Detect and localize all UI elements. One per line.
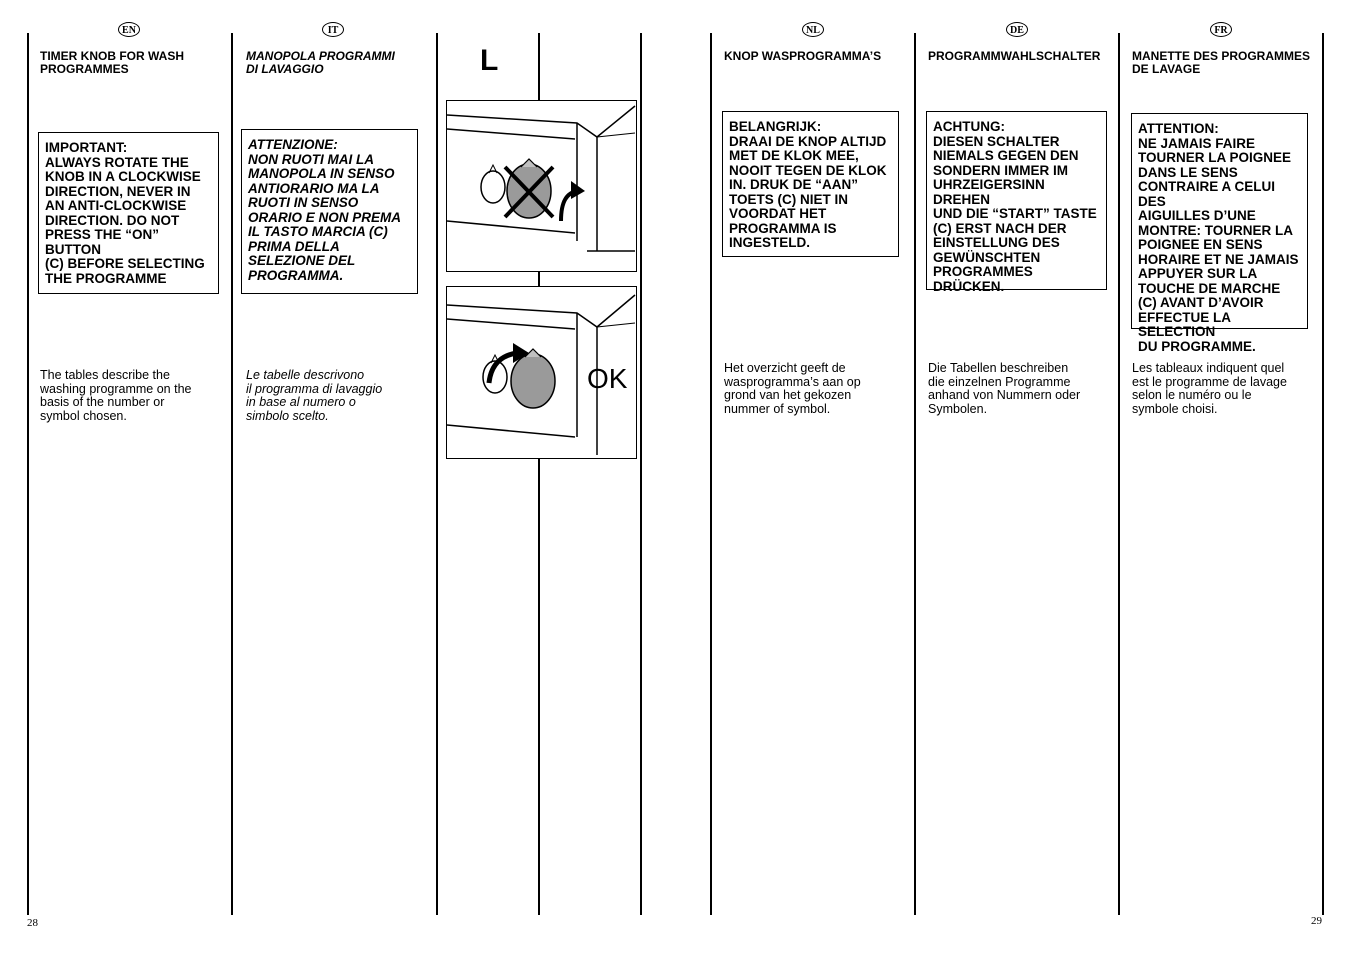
warning-line: VOORDAT HET bbox=[729, 206, 827, 221]
warning-title: BELANGRIJK: bbox=[729, 119, 822, 134]
heading-line: DE LAVAGE bbox=[1132, 62, 1201, 76]
body-line: nummer of symbol. bbox=[724, 401, 831, 416]
page-number-right: 29 bbox=[1311, 915, 1322, 927]
warning-line: DIRECTION, NEVER IN bbox=[45, 183, 191, 199]
warning-line: EINSTELLUNG DES bbox=[933, 235, 1060, 250]
body-line: Het overzicht geeft de bbox=[724, 361, 846, 375]
warning-line: (C) BEFORE SELECTING bbox=[45, 256, 205, 271]
warning-line: ALWAYS ROTATE THE bbox=[45, 154, 189, 170]
column-rule bbox=[710, 33, 712, 915]
warning-line: DANS LE SENS bbox=[1138, 164, 1238, 180]
section-label: L bbox=[480, 44, 499, 77]
body-text-it bbox=[246, 369, 431, 423]
body-line: The tables describe the bbox=[40, 368, 170, 382]
warning-line: CONTRAIRE A CELUI DES bbox=[1138, 179, 1275, 209]
warning-line: PROGRAMMES bbox=[933, 264, 1033, 279]
body-text-en bbox=[40, 369, 225, 423]
heading-line: PROGRAMMWAHLSCHALTER bbox=[928, 49, 1101, 63]
warning-line: KNOB IN A CLOCKWISE bbox=[45, 169, 201, 184]
warning-line: NON RUOTI MAI LA bbox=[248, 151, 374, 167]
body-line: symbole choisi. bbox=[1132, 401, 1218, 416]
column-rule bbox=[1322, 33, 1324, 915]
warning-line: (C) ERST NACH DER bbox=[933, 220, 1067, 236]
warning-line: NOOIT TEGEN DE KLOK bbox=[729, 162, 887, 178]
warning-title: ATTENTION: bbox=[1138, 121, 1219, 136]
lang-badge-fr: FR bbox=[1210, 22, 1232, 37]
figure-wrong-rotation bbox=[446, 100, 637, 272]
warning-title: IMPORTANT: bbox=[45, 140, 128, 155]
ok-label: OK bbox=[587, 363, 628, 394]
warning-line: DU PROGRAMME. bbox=[1138, 338, 1256, 354]
body-line: simbolo scelto. bbox=[246, 408, 329, 423]
warning-box-it bbox=[241, 129, 418, 294]
body-line: Les tableaux indiquent quel bbox=[1132, 361, 1285, 375]
warning-line: RUOTI IN SENSO bbox=[248, 195, 359, 210]
warning-line: TOUCHE DE MARCHE bbox=[1138, 280, 1281, 296]
warning-line: MET DE KLOK MEE, bbox=[729, 148, 859, 163]
body-line: il programma di lavaggio bbox=[246, 381, 383, 396]
lang-badge-nl: NL bbox=[802, 22, 824, 37]
warning-line: NIEMALS GEGEN DEN bbox=[933, 148, 1079, 163]
warning-line: IL TASTO MARCIA (C) bbox=[248, 224, 388, 239]
body-line: anhand von Nummern oder bbox=[928, 388, 1081, 402]
column-rule bbox=[914, 33, 916, 915]
warning-line: DRAAI DE KNOP ALTIJD bbox=[729, 133, 887, 149]
warning-box-fr bbox=[1131, 113, 1308, 354]
column-rule bbox=[436, 33, 438, 915]
body-line: Le tabelle descrivono bbox=[246, 368, 365, 382]
heading-line: MANETTE DES PROGRAMMES bbox=[1132, 49, 1311, 63]
body-text-nl bbox=[724, 362, 909, 416]
knob-wrong-illustration bbox=[447, 101, 636, 271]
warning-line: PROGRAMMA IS bbox=[729, 220, 837, 236]
warning-line: ANTIORARIO MA LA bbox=[248, 180, 380, 196]
warning-line: UHRZEIGERSINN DREHEN bbox=[933, 177, 1045, 207]
warning-box-nl bbox=[722, 111, 899, 257]
heading-en bbox=[40, 50, 225, 76]
figure-correct-rotation bbox=[446, 286, 637, 459]
warning-box-en bbox=[38, 132, 219, 294]
warning-line: AN ANTI-CLOCKWISE bbox=[45, 198, 187, 213]
warning-line: APPUYER SUR LA bbox=[1138, 266, 1258, 281]
warning-line: THE PROGRAMME bbox=[45, 270, 167, 286]
body-line: Die Tabellen beschreiben bbox=[928, 361, 1069, 375]
body-text-fr bbox=[1132, 362, 1317, 416]
body-line: in base al numero o bbox=[246, 395, 356, 409]
lang-badge-de: DE bbox=[1006, 22, 1028, 37]
heading-line: TIMER KNOB FOR WASH bbox=[40, 49, 184, 63]
lang-badge-it: IT bbox=[322, 22, 344, 37]
warning-title: ACHTUNG: bbox=[933, 119, 1005, 134]
body-line: symbol chosen. bbox=[40, 408, 127, 423]
warning-box-de bbox=[926, 111, 1107, 294]
warning-line: PRIMA DELLA bbox=[248, 238, 340, 254]
body-line: basis of the number or bbox=[40, 395, 165, 409]
column-rule bbox=[27, 33, 29, 915]
heading-line: PROGRAMMES bbox=[40, 62, 129, 76]
warning-line: DRÜCKEN. bbox=[933, 278, 1005, 294]
heading-line: MANOPOLA PROGRAMMI bbox=[246, 49, 395, 63]
heading-line: KNOP WASPROGRAMMA’S bbox=[724, 49, 882, 63]
body-line: Symbolen. bbox=[928, 401, 988, 416]
warning-line: TOETS (C) NIET IN bbox=[729, 191, 849, 207]
column-rule bbox=[1118, 33, 1120, 915]
warning-line: PROGRAMMA. bbox=[248, 267, 344, 283]
warning-line: INGESTELD. bbox=[729, 235, 811, 250]
warning-line: MONTRE: TOURNER LA bbox=[1138, 222, 1293, 238]
warning-line: PRESS THE “ON” BUTTON bbox=[45, 227, 160, 257]
body-line: washing programme on the bbox=[40, 381, 192, 396]
heading-de bbox=[928, 50, 1113, 63]
body-line: est le programme de lavage bbox=[1132, 374, 1287, 389]
heading-it bbox=[246, 50, 431, 76]
page-number-left: 28 bbox=[27, 917, 38, 929]
warning-line: (C) AVANT D’AVOIR bbox=[1138, 295, 1264, 310]
warning-line: MANOPOLA IN SENSO bbox=[248, 166, 395, 181]
warning-line: TOURNER LA POIGNEE bbox=[1138, 150, 1292, 165]
column-rule bbox=[231, 33, 233, 915]
body-text-de bbox=[928, 362, 1113, 416]
lang-badge-en: EN bbox=[118, 22, 140, 37]
warning-line: HORAIRE ET NE JAMAIS bbox=[1138, 251, 1299, 267]
warning-line: SONDERN IMMER IM bbox=[933, 162, 1068, 178]
column-rule bbox=[640, 33, 642, 915]
warning-line: SELEZIONE DEL bbox=[248, 253, 356, 268]
heading-fr bbox=[1132, 50, 1317, 76]
warning-line: GEWÜNSCHTEN bbox=[933, 249, 1041, 265]
warning-line: NE JAMAIS FAIRE bbox=[1138, 135, 1256, 151]
body-line: wasprogramma’s aan op bbox=[724, 374, 861, 389]
warning-line: ORARIO E NON PREMA bbox=[248, 209, 402, 225]
body-line: selon le numéro ou le bbox=[1132, 388, 1252, 402]
warning-line: UND DIE “START” TASTE bbox=[933, 206, 1097, 221]
heading-line: DI LAVAGGIO bbox=[246, 62, 324, 76]
warning-title: ATTENZIONE: bbox=[248, 137, 338, 152]
warning-line: DIRECTION. DO NOT bbox=[45, 212, 180, 228]
warning-line: POIGNEE EN SENS bbox=[1138, 237, 1263, 252]
body-line: die einzelnen Programme bbox=[928, 374, 1071, 389]
heading-nl bbox=[724, 50, 909, 63]
warning-line: AIGUILLES D’UNE bbox=[1138, 208, 1256, 223]
warning-line: EFFECTUE LA SELECTION bbox=[1138, 309, 1231, 339]
warning-line: DIESEN SCHALTER bbox=[933, 133, 1060, 149]
body-line: grond van het gekozen bbox=[724, 388, 852, 402]
warning-line: IN. DRUK DE “AAN” bbox=[729, 177, 859, 192]
